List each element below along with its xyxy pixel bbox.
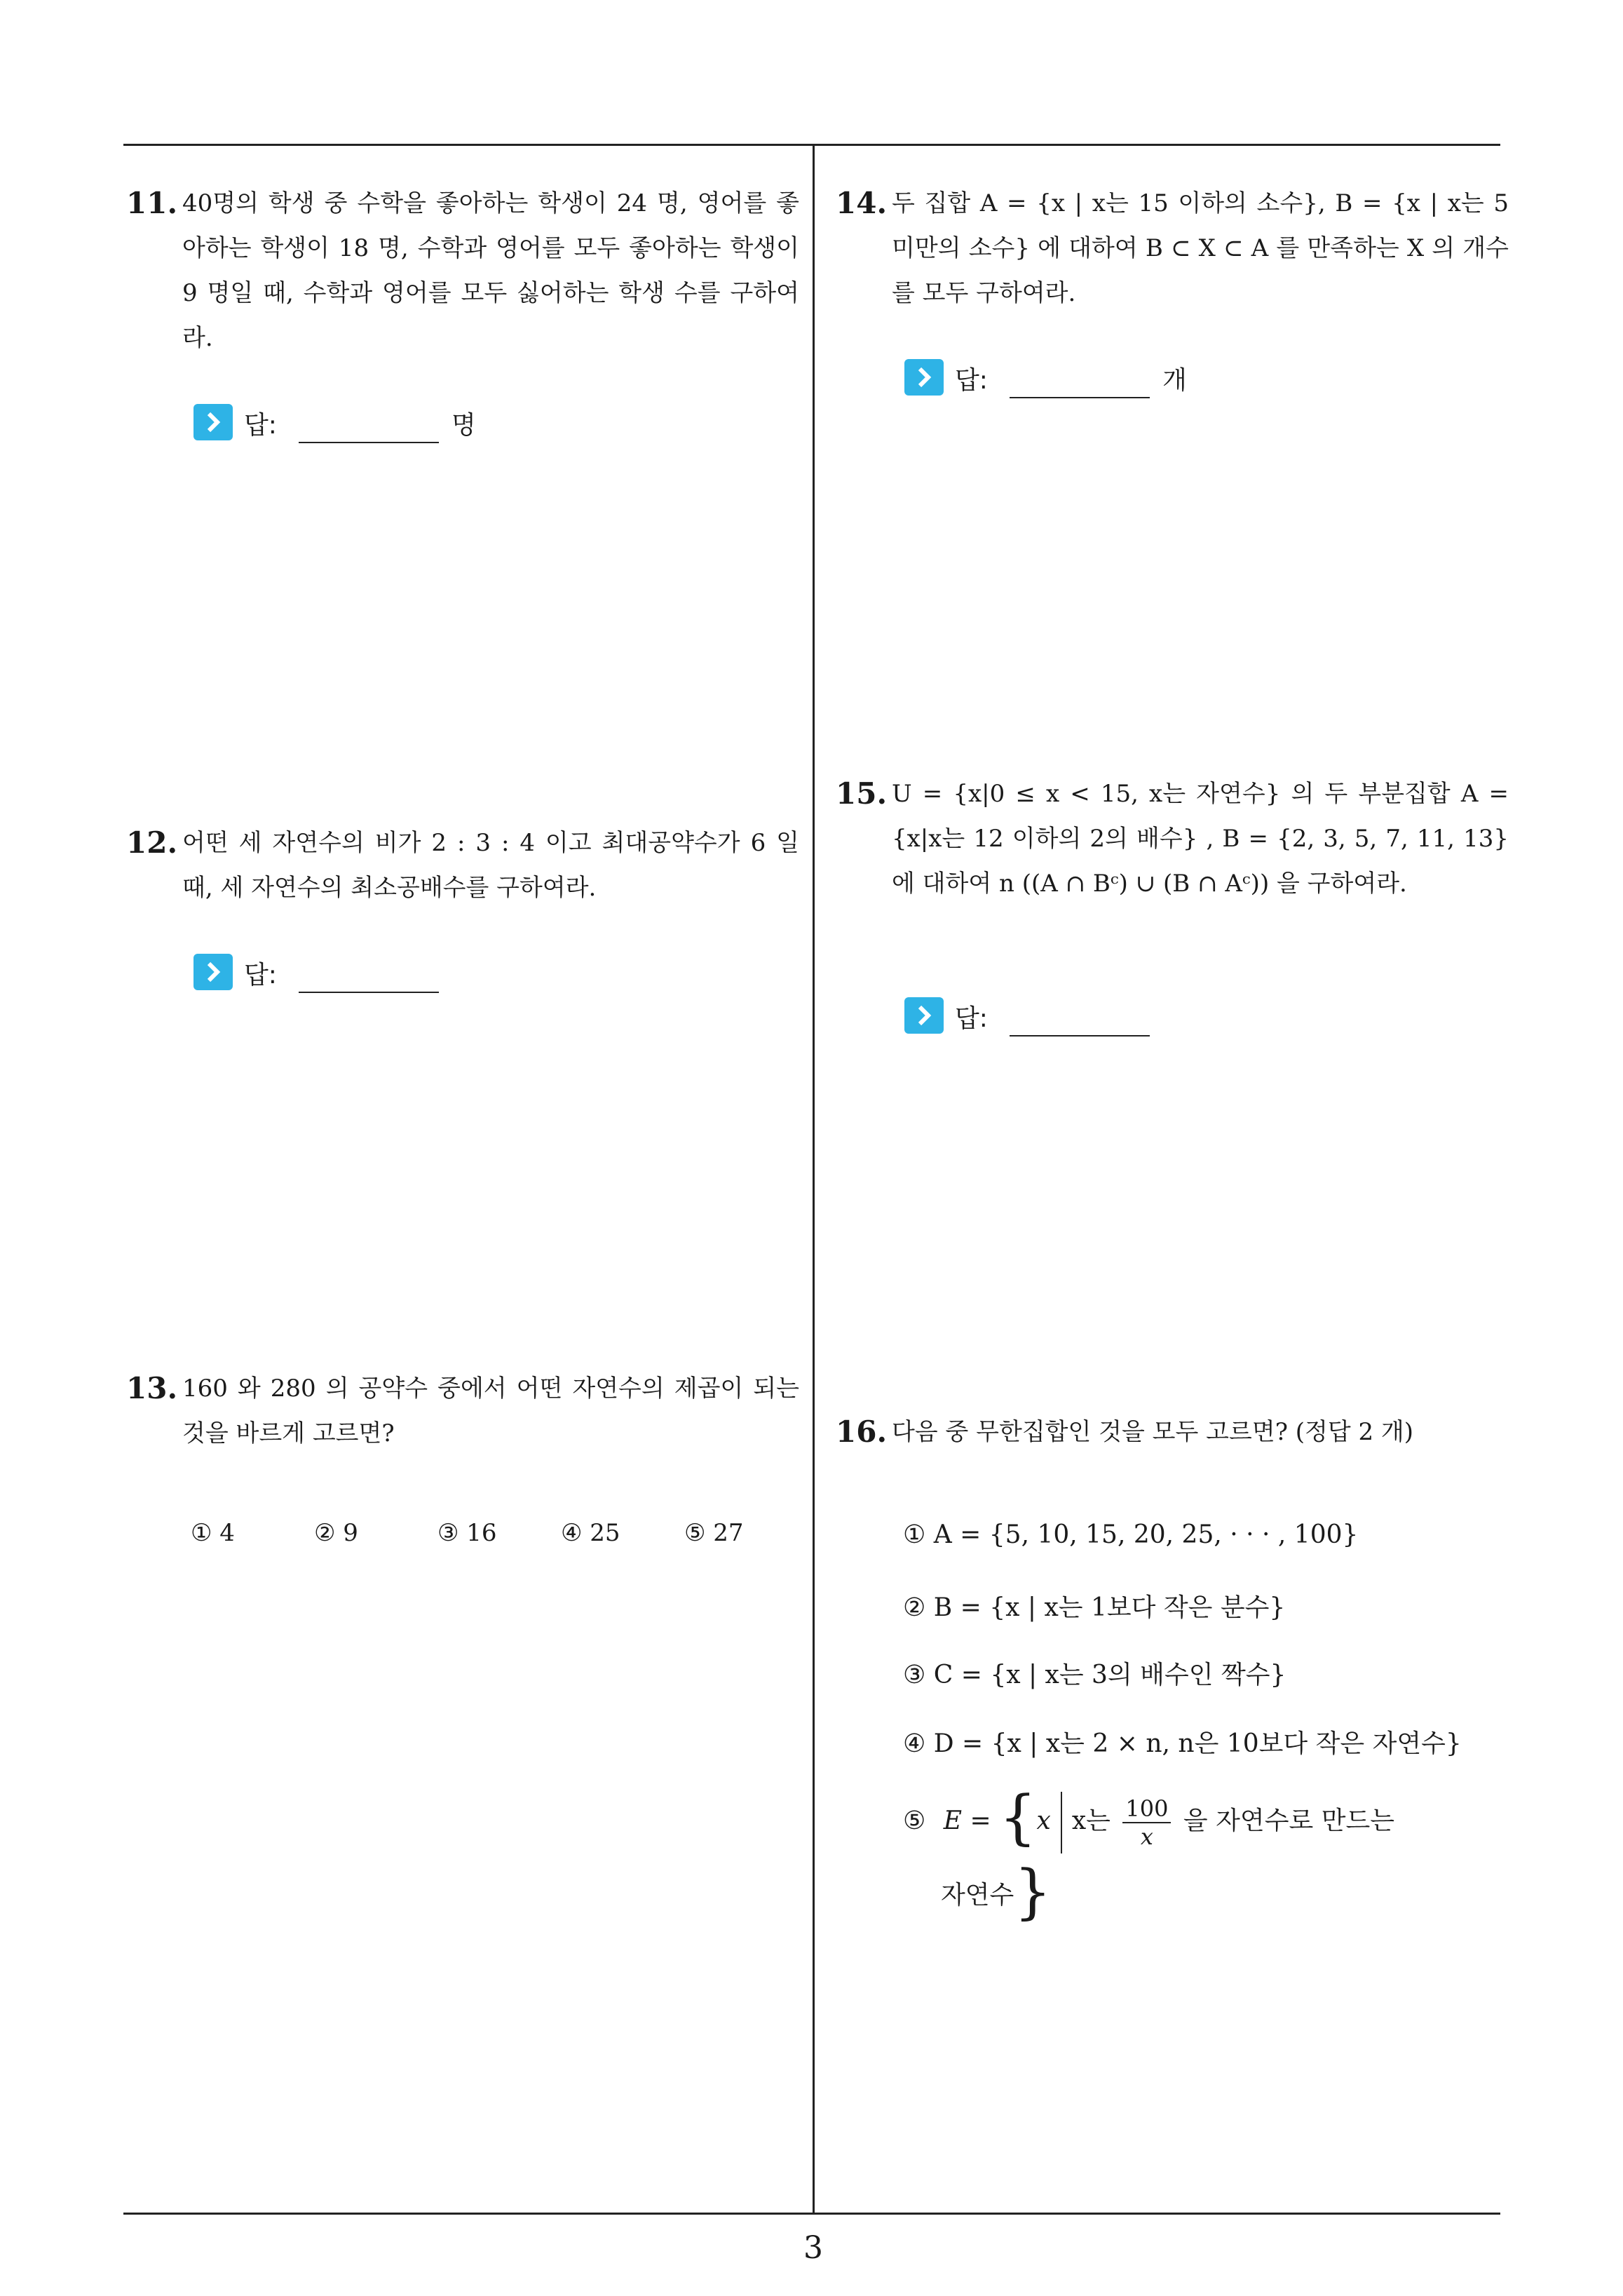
page-number: 3 <box>803 2230 823 2266</box>
set-bar <box>1061 1792 1062 1853</box>
answer-label: 답: <box>955 366 988 395</box>
answer-arrow-icon <box>193 404 233 440</box>
question-11 <box>126 181 799 360</box>
column-divider <box>813 144 815 2214</box>
choice-4[interactable]: ④ D = {x | x는 2 × n, n은 10보다 작은 자연수} <box>903 1729 1462 1758</box>
question-15 <box>836 771 1509 906</box>
answer-unit: 개 <box>1162 366 1187 395</box>
question-number: 15. <box>836 776 888 811</box>
choice-1[interactable]: ① 4 <box>191 1519 235 1547</box>
fraction <box>1122 1795 1171 1850</box>
question-number: 16. <box>836 1414 888 1449</box>
choice-2[interactable]: ② 9 <box>314 1519 358 1547</box>
condition-line2: 자연수 <box>941 1881 1014 1910</box>
choices-13 <box>191 1519 794 1554</box>
condition-before: x는 <box>1071 1807 1111 1835</box>
answer-label: 답: <box>244 961 277 990</box>
question-number: 11. <box>126 186 178 220</box>
choice-mark: ⑤ <box>903 1807 926 1835</box>
fraction-numerator: 100 <box>1122 1795 1171 1823</box>
left-brace: { <box>999 1783 1037 1851</box>
answer-15 <box>904 992 1255 1041</box>
answer-label: 답: <box>955 1004 988 1033</box>
question-text: 어떤 세 자연수의 비가 2 : 3 : 4 이고 최대공약수가 6 일 때, 세 자연수의 최소공배수를 구하여라. <box>182 829 799 902</box>
question-text: 두 집합 A = {x | x는 15 이하의 소수}, B = {x | x는 5 미만의 소수} 에 대하여 B ⊂ X ⊂ A 를 만족하는 X 의 개수를 모두 구하여라. <box>892 189 1509 307</box>
question-number: 12. <box>126 825 178 860</box>
answer-11 <box>193 398 544 447</box>
top-rule <box>123 144 1500 146</box>
question-14 <box>836 181 1509 316</box>
choice-2[interactable]: ② B = {x | x는 1보다 작은 분수} <box>903 1593 1286 1622</box>
question-text: 40명의 학생 중 수학을 좋아하는 학생이 24 명, 영어를 좋아하는 학생이 18 명, 수학과 영어를 모두 좋아하는 학생이 9 명일 때, 수학과 영어를 모두 싫어하는 학생 수를 구하여라. <box>182 189 799 352</box>
fraction-denominator: x <box>1140 1823 1153 1850</box>
bottom-rule <box>123 2213 1500 2215</box>
choice-3[interactable]: ③ C = {x | x는 3의 배수인 짝수} <box>903 1661 1286 1689</box>
question-16 <box>836 1410 1509 1454</box>
answer-blank[interactable] <box>1010 397 1150 398</box>
choice-lhs: E = <box>943 1807 991 1835</box>
choice-5[interactable]: ⑤ 27 <box>684 1519 744 1547</box>
question-text: 다음 중 무한집합인 것을 모두 고르면? (정답 2 개) <box>892 1418 1414 1446</box>
right-brace: } <box>1014 1857 1052 1926</box>
answer-arrow-icon <box>193 954 233 990</box>
choice-5[interactable] <box>903 1774 1394 1853</box>
answer-blank[interactable] <box>299 442 439 443</box>
answer-unit: 명 <box>451 411 476 440</box>
answer-arrow-icon <box>904 359 944 396</box>
choice-4[interactable]: ④ 25 <box>561 1519 620 1547</box>
choice-1[interactable]: ① A = {5, 10, 15, 20, 25, · · · , 100} <box>903 1520 1359 1549</box>
answer-blank[interactable] <box>299 992 439 993</box>
choice-3[interactable]: ③ 16 <box>437 1519 497 1547</box>
question-number: 14. <box>836 186 888 220</box>
choice-5-continued <box>941 1849 1052 1926</box>
question-12 <box>126 821 799 910</box>
answer-blank[interactable] <box>1010 1035 1150 1036</box>
set-variable: x <box>1036 1807 1051 1835</box>
answer-label: 답: <box>244 411 277 440</box>
condition-after: 을 자연수로 만드는 <box>1183 1807 1395 1835</box>
question-13 <box>126 1366 799 1456</box>
answer-arrow-icon <box>904 997 944 1034</box>
question-text: U = {x|0 ≤ x < 15, x는 자연수} 의 두 부분집합 A = {x|x는 12 이하의 2의 배수} , B = {2, 3, 5, 7, 11, 13} 에 대하여 n ((A ∩ Bᶜ) ∪ (B ∩ Aᶜ)) 을 구하여라. <box>892 780 1509 898</box>
answer-12 <box>193 948 544 997</box>
question-text: 160 와 280 의 공약수 중에서 어떤 자연수의 제곱이 되는 것을 바르게 고르면? <box>182 1375 799 1447</box>
question-number: 13. <box>126 1371 178 1405</box>
answer-14 <box>904 353 1255 403</box>
